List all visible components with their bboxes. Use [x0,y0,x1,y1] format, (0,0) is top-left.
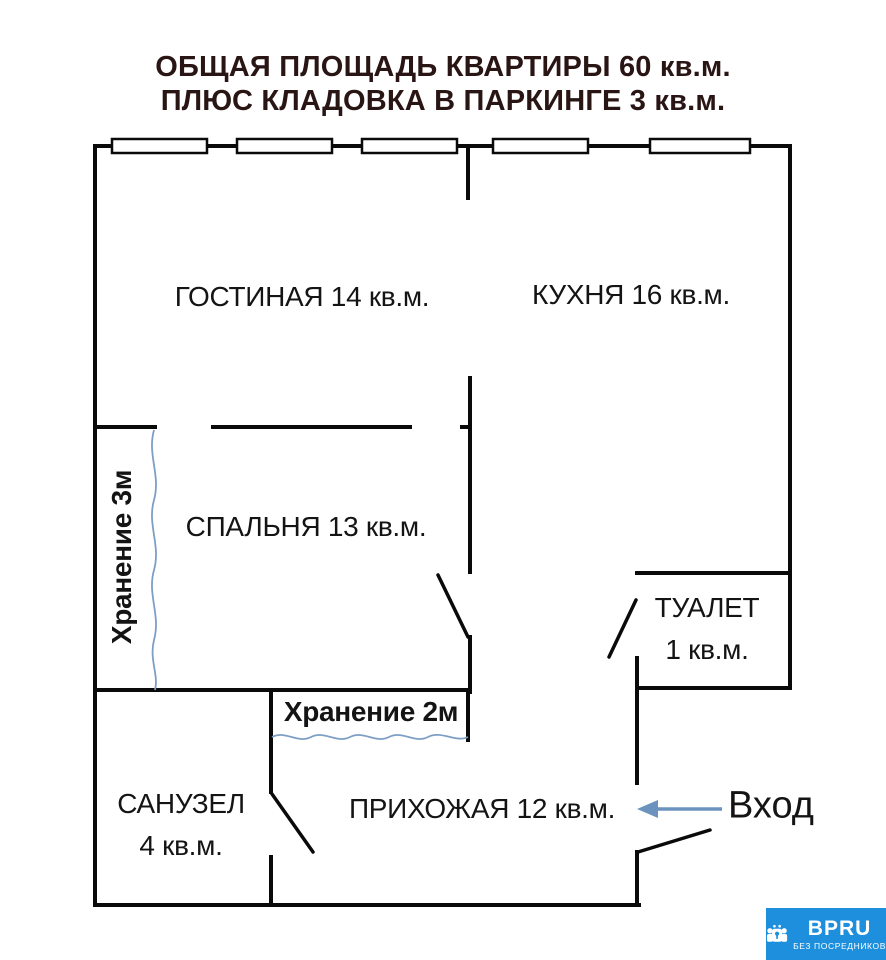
label-bathroom-line1: САНУЗЕЛ [117,788,245,819]
window-5 [650,139,750,153]
label-entrance: Вход [728,784,814,827]
logo-tagline: БЕЗ ПОСРЕДНИКОВ [793,940,886,951]
label-storage-left: Хранение 3м [106,469,137,645]
logo-text [793,918,886,951]
window-1 [112,139,207,153]
wavy-line-storage-left [152,430,156,690]
window-3 [362,139,457,153]
wavy-partitions [152,430,468,739]
label-hallway: ПРИХОЖАЯ 12 кв.м. [348,793,616,824]
plan-title-line2: ПЛЮС КЛАДОВКА В ПАРКИНГЕ 3 кв.м. [160,85,726,117]
entrance-arrow [637,800,722,818]
door-entrance [638,830,710,852]
bpru-logo [766,908,886,960]
window-2 [237,139,332,153]
label-living-room: ГОСТИНАЯ 14 кв.м. [174,281,430,312]
label-toilet [655,587,760,671]
window-4 [493,139,588,153]
wavy-line-storage-hall [272,735,468,739]
label-bathroom-line2: 4 кв.м. [139,830,223,861]
people-lock-icon [766,920,788,948]
door-bathroom [272,794,313,852]
label-toilet-line2: 1 кв.м. [665,634,749,665]
logo-brand: BPRU [807,916,872,940]
label-bathroom [117,783,245,867]
door-toilet [609,600,636,657]
label-storage-hall: Хранение 2м [283,696,459,727]
label-kitchen: КУХНЯ 16 кв.м. [532,279,730,310]
label-bedroom: СПАЛЬНЯ 13 кв.м. [185,511,427,542]
entrance-arrow-head [637,800,658,818]
windows [112,139,750,153]
door-bedroom [438,575,468,637]
label-toilet-line1: ТУАЛЕТ [654,592,760,623]
plan-title-line1: ОБЩАЯ ПЛОЩАДЬ КВАРТИРЫ 60 кв.м. [155,51,731,83]
